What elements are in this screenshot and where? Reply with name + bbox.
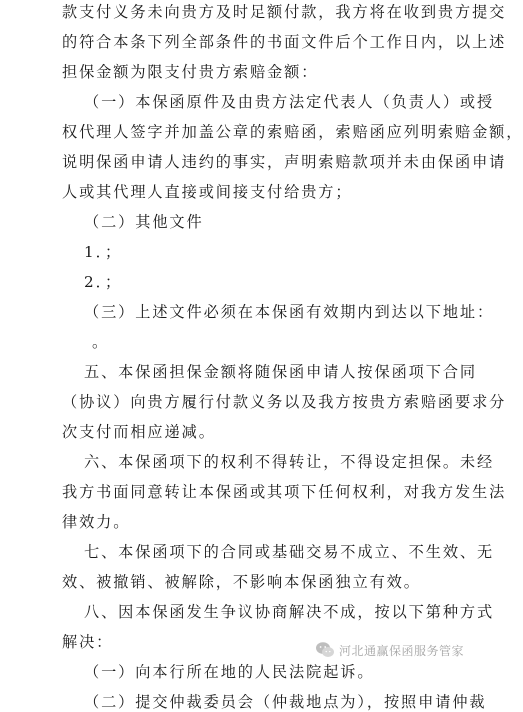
text-line: 权代理人签字并加盖公章的索赔函，索赔函应列明索赔金额， [62, 123, 523, 141]
watermark-text: 河北通赢保函服务管家 [338, 643, 464, 658]
text-line: 的符合本条下列全部条件的书面文件后个工作日内，以上述 [62, 33, 507, 51]
text-line: （二）提交仲裁委员会（仲裁地点为），按照申请仲裁 [84, 693, 487, 711]
text-line: 担保金额为限支付贵方索赔金额： [62, 63, 319, 81]
text-line: 五、本保函担保金额将随保函申请人按保函项下合同 [84, 363, 478, 381]
text-line: 解决： [62, 633, 114, 651]
text-line: （一）本保函原件及由贵方法定代表人（负责人）或授 [84, 93, 495, 111]
text-line: 人或其代理人直接或间接支付给贵方； [62, 183, 353, 201]
text-line: 。 [92, 333, 110, 351]
text-line: 律效力。 [62, 513, 131, 531]
text-line: 六、本保函项下的权利不得转让，不得设定担保。未经 [84, 453, 495, 471]
text-line: 说明保函申请人违约的事实，声明索赔款项并未由保函申请 [62, 153, 507, 171]
text-line: （三）上述文件必须在本保函有效期内到达以下地址： [84, 303, 495, 321]
text-line: 七、本保函项下的合同或基础交易不成立、不生效、无 [84, 543, 495, 561]
text-line: 次支付而相应递减。 [62, 423, 216, 441]
text-line: 款支付义务未向贵方及时足额付款，我方将在收到贵方提交 [62, 3, 507, 21]
text-line: 效、被撤销、被解除，不影响本保函独立有效。 [62, 573, 421, 591]
text-line: 2．； [84, 273, 123, 291]
text-line: 1．； [84, 243, 123, 261]
text-line: 八、因本保函发生争议协商解决不成，按以下第种方式 [84, 603, 495, 621]
wechat-icon [315, 640, 335, 660]
text-line: （一）向本行所在地的人民法院起诉。 [84, 663, 375, 681]
watermark [315, 638, 464, 662]
text-line: （协议）向贵方履行付款义务以及我方按贵方索赔函要求分 [62, 393, 507, 411]
text-line: （二）其他文件 [84, 213, 204, 231]
text-line: 我方书面同意转让本保函或其项下任何权利，对我方发生法 [62, 483, 507, 501]
